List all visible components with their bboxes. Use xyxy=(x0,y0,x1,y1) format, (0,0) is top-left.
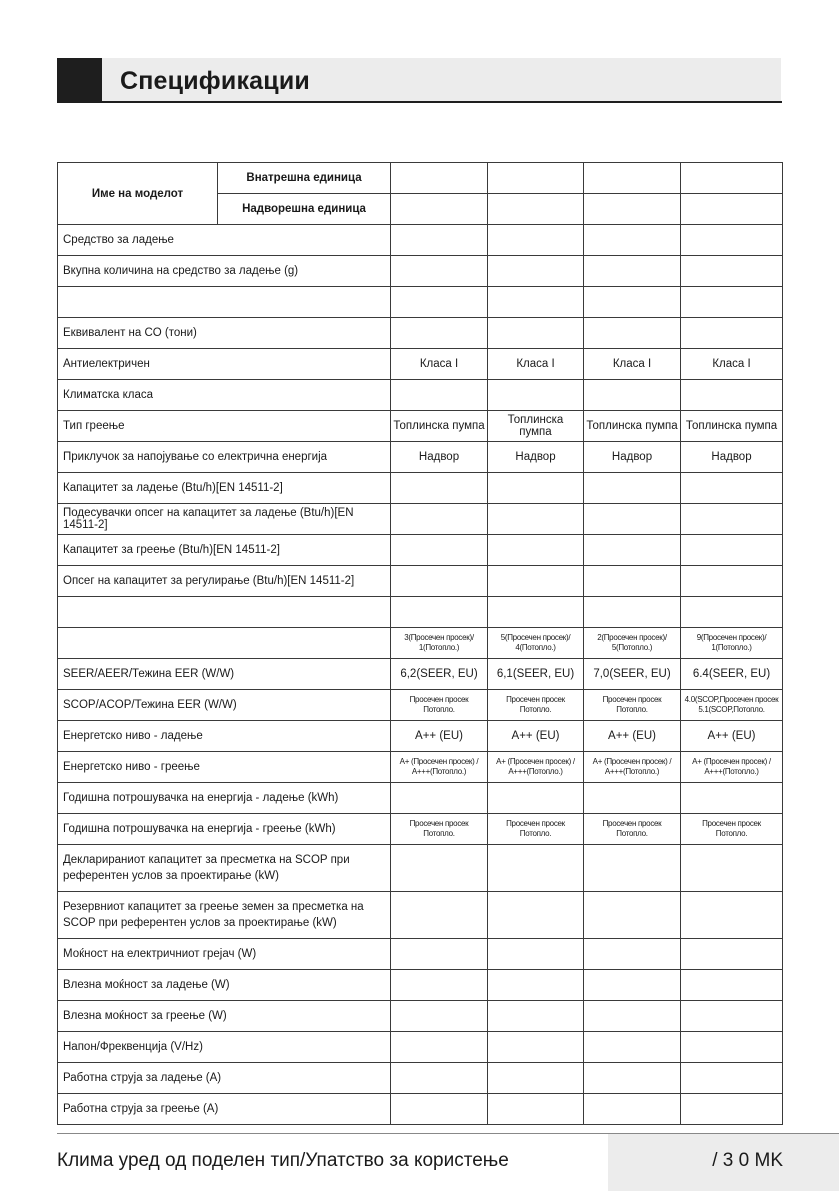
table-row xyxy=(58,1001,783,1032)
value-cell: 6,2(SEER, EU) xyxy=(391,659,488,690)
row-label: Еквивалент на CO (тони) xyxy=(58,318,391,349)
table-row xyxy=(58,256,783,287)
value-cell xyxy=(584,752,681,783)
table-row xyxy=(58,628,783,659)
table-row xyxy=(58,349,783,380)
value-line: Потопло. xyxy=(423,829,455,838)
value-cell xyxy=(681,473,783,504)
value-line: A+ (Просечен просек) / xyxy=(692,757,771,766)
table-cell xyxy=(488,163,584,194)
row-label: Опсег на капацитет за регулирање (Btu/h)[EN 14511-2] xyxy=(58,566,391,597)
value-cell: Класа I xyxy=(681,349,783,380)
value-cell xyxy=(681,628,783,659)
table-row xyxy=(58,597,783,628)
value-line: A+++(Потопло.) xyxy=(604,767,660,776)
value-cell xyxy=(488,892,584,939)
value-line: Потопло. xyxy=(616,829,648,838)
value-cell xyxy=(584,845,681,892)
row-label: Годишна потрошувачка на енергија - ладење (kWh) xyxy=(58,783,391,814)
value-cell xyxy=(584,1094,681,1125)
value-cell: Надвор xyxy=(391,442,488,473)
value-line: 9(Просечен просек)/ xyxy=(696,633,767,642)
value-cell xyxy=(391,256,488,287)
value-cell xyxy=(584,287,681,318)
value-cell: Топлинска пумпа xyxy=(391,411,488,442)
value-cell xyxy=(391,845,488,892)
value-cell xyxy=(391,970,488,1001)
value-cell xyxy=(488,318,584,349)
table-row xyxy=(58,566,783,597)
value-line: Просечен просек xyxy=(602,819,662,828)
value-cell xyxy=(488,256,584,287)
value-cell xyxy=(584,814,681,845)
value-cell xyxy=(488,814,584,845)
value-cell: Надвор xyxy=(681,442,783,473)
table-cell xyxy=(681,194,783,225)
value-cell: Класа I xyxy=(488,349,584,380)
value-cell: Класа I xyxy=(584,349,681,380)
value-line: Просечен просек xyxy=(506,695,565,704)
value-line: 4(Потопло.) xyxy=(515,643,556,652)
row-label: Климатска класа xyxy=(58,380,391,411)
row-label: Моќност на електричниот грејач (W) xyxy=(58,939,391,970)
value-line: Просечен просек xyxy=(409,819,469,828)
value-line: 5.1(SCOP,Потопло. xyxy=(698,705,765,714)
value-cell xyxy=(584,939,681,970)
value-cell xyxy=(391,535,488,566)
value-cell xyxy=(488,1094,584,1125)
value-cell xyxy=(584,504,681,535)
row-label-line: Декларираниот капацитет за пресметка на SCOP при xyxy=(63,854,350,866)
value-cell: Топлинска пумпа xyxy=(584,411,681,442)
value-cell: Топлинска пумпа xyxy=(681,411,783,442)
table-cell xyxy=(391,194,488,225)
value-cell xyxy=(488,473,584,504)
value-cell xyxy=(681,256,783,287)
table-row xyxy=(58,892,783,939)
value-cell xyxy=(681,504,783,535)
table-row xyxy=(58,783,783,814)
value-cell xyxy=(584,1032,681,1063)
table-cell xyxy=(584,163,681,194)
value-cell xyxy=(391,287,488,318)
value-cell xyxy=(584,566,681,597)
value-cell xyxy=(681,1094,783,1125)
value-cell xyxy=(681,814,783,845)
value-cell xyxy=(488,287,584,318)
value-cell xyxy=(681,1001,783,1032)
value-line: Потопло. xyxy=(519,705,552,714)
value-cell: Топлинска пумпа xyxy=(488,411,584,442)
value-line: A+ (Просечен просек) / xyxy=(592,757,672,766)
row-label: Енергетско ниво - греење xyxy=(58,752,391,783)
value-cell xyxy=(488,1032,584,1063)
table-row xyxy=(58,225,783,256)
table-row xyxy=(58,287,783,318)
row-label: Работна струја за ладење (A) xyxy=(58,1063,391,1094)
value-line: Просечен просек xyxy=(702,819,761,828)
value-cell xyxy=(584,892,681,939)
value-cell xyxy=(584,535,681,566)
value-line: A+++(Потопло.) xyxy=(508,767,563,776)
value-cell xyxy=(488,597,584,628)
value-line: A+++(Потопло.) xyxy=(411,767,467,776)
value-cell xyxy=(681,970,783,1001)
value-cell xyxy=(584,970,681,1001)
specifications-table-body xyxy=(58,163,783,1125)
value-cell: A++ (EU) xyxy=(681,721,783,752)
value-cell: Надвор xyxy=(488,442,584,473)
value-cell xyxy=(584,1001,681,1032)
value-line: Просечен просек xyxy=(602,695,662,704)
row-label: Капацитет за ладење (Btu/h)[EN 14511-2] xyxy=(58,473,391,504)
value-cell: 6.4(SEER, EU) xyxy=(681,659,783,690)
value-cell xyxy=(391,225,488,256)
value-cell xyxy=(488,380,584,411)
footer-title: Клима уред од поделен тип/Упатство за користење xyxy=(57,1150,509,1171)
value-cell xyxy=(584,597,681,628)
row-label xyxy=(58,628,391,659)
page-number: / 3 0 MK xyxy=(712,1150,783,1171)
row-label: Средство за ладење xyxy=(58,225,391,256)
value-line: Просечен просек xyxy=(409,695,469,704)
table-cell xyxy=(391,163,488,194)
value-cell xyxy=(488,845,584,892)
value-cell xyxy=(681,566,783,597)
model-name-label: Име на моделот xyxy=(58,163,218,225)
table-row xyxy=(58,473,783,504)
value-cell xyxy=(681,939,783,970)
value-cell xyxy=(681,1063,783,1094)
value-cell xyxy=(391,1094,488,1125)
value-cell xyxy=(681,225,783,256)
row-label xyxy=(58,287,391,318)
value-line: A+ (Просечен просек) / xyxy=(496,757,575,766)
row-label: Годишна потрошувачка на енергија - греење (kWh) xyxy=(58,814,391,845)
value-cell xyxy=(391,380,488,411)
table-cell xyxy=(488,194,584,225)
value-cell xyxy=(488,225,584,256)
table-row xyxy=(58,970,783,1001)
value-cell xyxy=(584,1063,681,1094)
value-line: 5(Потопло.) xyxy=(611,643,653,652)
value-cell xyxy=(584,380,681,411)
value-cell xyxy=(681,1032,783,1063)
table-row xyxy=(58,411,783,442)
header-rule xyxy=(57,101,782,103)
value-cell: Надвор xyxy=(584,442,681,473)
value-line: Потопло. xyxy=(616,705,648,714)
table-row xyxy=(58,690,783,721)
value-line: 1(Потопло.) xyxy=(418,643,460,652)
value-cell: A++ (EU) xyxy=(584,721,681,752)
table-row xyxy=(58,1094,783,1125)
value-cell xyxy=(391,892,488,939)
row-label: Капацитет за греење (Btu/h)[EN 14511-2] xyxy=(58,535,391,566)
value-cell xyxy=(488,566,584,597)
header-block xyxy=(57,58,102,102)
value-cell xyxy=(391,504,488,535)
table-row xyxy=(58,535,783,566)
value-cell xyxy=(681,597,783,628)
row-label: Подесувачки опсег на капацитет за ладење (Btu/h)[EN 14511-2] xyxy=(58,504,391,535)
value-cell xyxy=(391,1063,488,1094)
value-cell xyxy=(391,752,488,783)
value-cell: A++ (EU) xyxy=(391,721,488,752)
value-cell: A++ (EU) xyxy=(488,721,584,752)
value-cell xyxy=(391,597,488,628)
table-row xyxy=(58,1032,783,1063)
specifications-table xyxy=(57,162,783,1125)
row-label: Влезна моќност за греење (W) xyxy=(58,1001,391,1032)
indoor-unit-label: Внатрешна единица xyxy=(218,163,391,194)
value-cell xyxy=(681,783,783,814)
table-cell xyxy=(681,163,783,194)
value-cell xyxy=(488,752,584,783)
value-cell xyxy=(584,690,681,721)
value-cell xyxy=(488,783,584,814)
value-cell xyxy=(584,318,681,349)
value-cell xyxy=(681,318,783,349)
value-cell: 6,1(SEER, EU) xyxy=(488,659,584,690)
table-row xyxy=(58,163,783,194)
table-row xyxy=(58,814,783,845)
table-row xyxy=(58,1063,783,1094)
value-cell xyxy=(681,380,783,411)
value-cell xyxy=(391,1032,488,1063)
row-label xyxy=(58,892,391,939)
table-cell xyxy=(584,194,681,225)
value-cell xyxy=(584,628,681,659)
value-cell xyxy=(391,566,488,597)
value-line: 4.0(SCOP,Просечен просек xyxy=(684,695,779,704)
value-cell xyxy=(681,752,783,783)
table-row xyxy=(58,939,783,970)
value-cell xyxy=(681,287,783,318)
row-label-line: референтен услов за проектирање (kW) xyxy=(63,870,279,882)
row-label: Тип греење xyxy=(58,411,391,442)
value-cell xyxy=(391,473,488,504)
value-cell xyxy=(681,845,783,892)
row-label: Антиелектричен xyxy=(58,349,391,380)
value-cell xyxy=(391,1001,488,1032)
value-cell xyxy=(488,628,584,659)
value-cell xyxy=(391,814,488,845)
value-cell xyxy=(681,892,783,939)
outdoor-unit-label: Надворешна единица xyxy=(218,194,391,225)
value-cell xyxy=(488,939,584,970)
value-cell xyxy=(391,318,488,349)
value-cell xyxy=(584,783,681,814)
row-label: SCOP/ACOP/Тежина EER (W/W) xyxy=(58,690,391,721)
value-cell xyxy=(391,690,488,721)
value-line: Просечен просек xyxy=(506,819,565,828)
value-line: Потопло. xyxy=(519,829,552,838)
value-cell xyxy=(488,1063,584,1094)
row-label-line: Резервниот капацитет за греење земен за пресметка на xyxy=(63,901,364,913)
row-label: Вкупна количина на средство за ладење (g) xyxy=(58,256,391,287)
value-cell xyxy=(681,535,783,566)
row-label: Напон/Фреквенција (V/Hz) xyxy=(58,1032,391,1063)
value-cell xyxy=(488,690,584,721)
value-line: 5(Просечен просек)/ xyxy=(500,633,571,642)
value-cell xyxy=(391,628,488,659)
value-cell xyxy=(584,473,681,504)
value-cell xyxy=(391,939,488,970)
value-line: 3(Просечен просек)/ xyxy=(404,633,474,642)
value-cell xyxy=(488,970,584,1001)
value-cell xyxy=(681,690,783,721)
table-row xyxy=(58,504,783,535)
value-line: A+ (Просечен просек) / xyxy=(399,757,479,766)
row-label: Влезна моќност за ладење (W) xyxy=(58,970,391,1001)
table-row xyxy=(58,845,783,892)
value-cell xyxy=(488,535,584,566)
value-cell: Класа I xyxy=(391,349,488,380)
value-cell: 7,0(SEER, EU) xyxy=(584,659,681,690)
table-row xyxy=(58,380,783,411)
row-label: SEER/AEER/Тежина EER (W/W) xyxy=(58,659,391,690)
value-cell xyxy=(391,783,488,814)
value-line: 2(Просечен просек)/ xyxy=(597,633,667,642)
row-label: Енергетско ниво - ладење xyxy=(58,721,391,752)
value-cell xyxy=(488,1001,584,1032)
table-row xyxy=(58,752,783,783)
value-line: Потопло. xyxy=(423,705,455,714)
value-cell xyxy=(584,256,681,287)
row-label xyxy=(58,845,391,892)
value-line: Потопло. xyxy=(715,829,748,838)
value-cell xyxy=(584,225,681,256)
table-row xyxy=(58,721,783,752)
row-label: Работна струја за греење (A) xyxy=(58,1094,391,1125)
page-title: Спецификации xyxy=(120,67,310,95)
table-row xyxy=(58,659,783,690)
row-label xyxy=(58,597,391,628)
row-label-line: SCOP при референтен услов за проектирање (kW) xyxy=(63,917,337,929)
value-line: A+++(Потопло.) xyxy=(704,767,759,776)
table-row xyxy=(58,318,783,349)
value-cell xyxy=(488,504,584,535)
table-row xyxy=(58,442,783,473)
value-line: 1(Потопло.) xyxy=(711,643,752,652)
row-label: Приклучок за напојување со електрична енергија xyxy=(58,442,391,473)
